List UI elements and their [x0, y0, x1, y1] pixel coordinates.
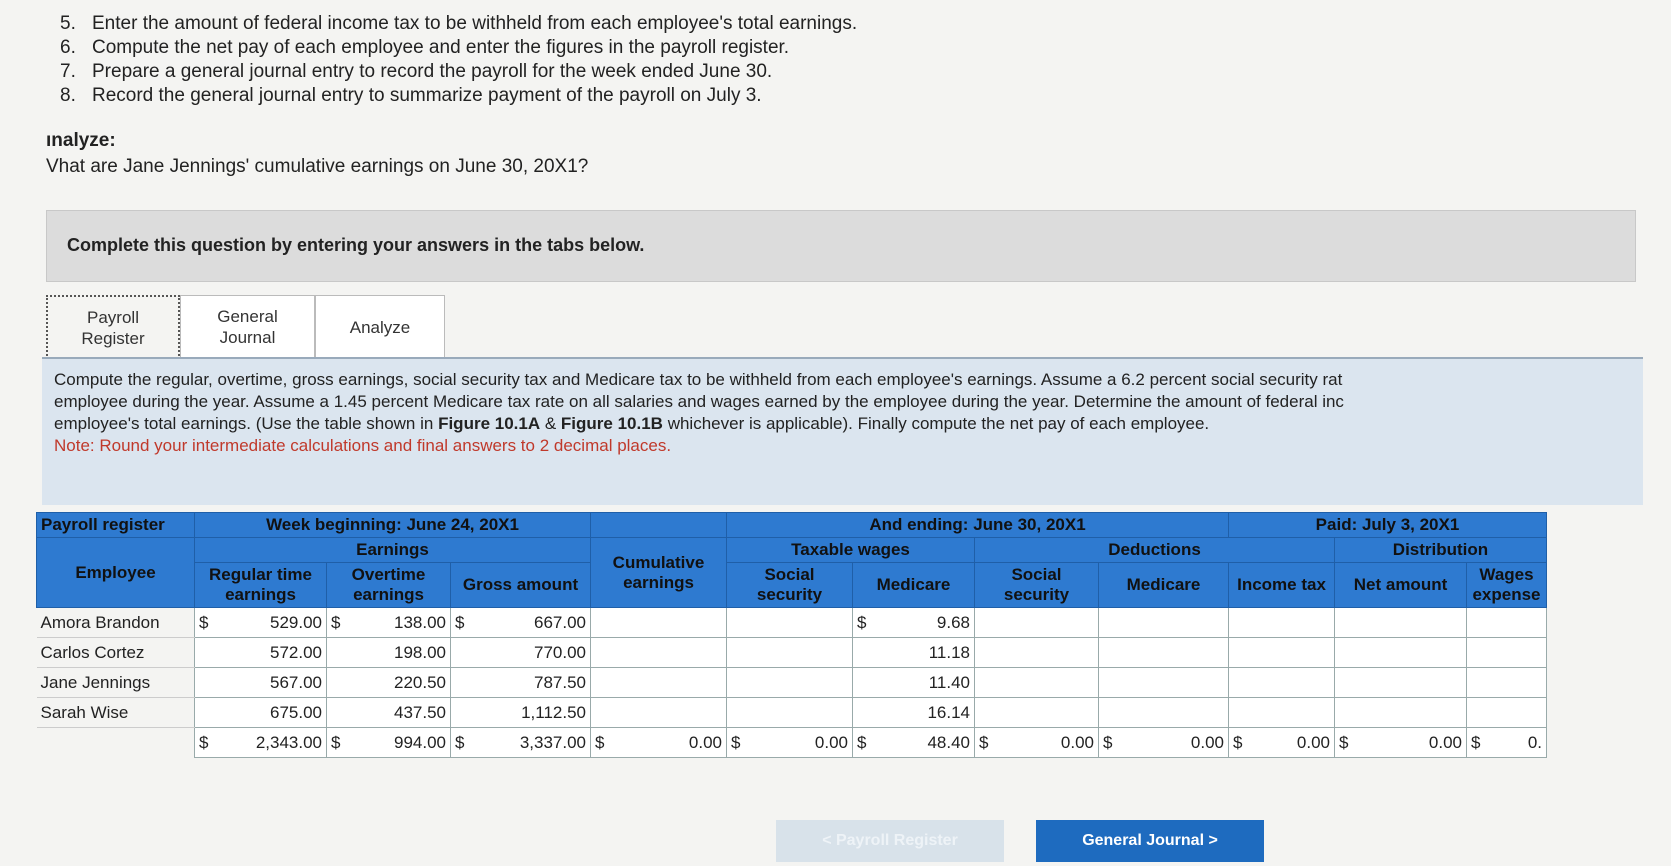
header-net-amount: Net amount — [1335, 563, 1467, 608]
income-tax-input[interactable] — [1229, 668, 1335, 698]
table-row — [37, 698, 1547, 728]
table-row — [37, 608, 1547, 638]
deduction-medicare-input[interactable] — [1099, 668, 1229, 698]
deduction-ss-input[interactable] — [975, 638, 1099, 668]
regular-time-input[interactable]: $ 529.00 — [195, 608, 327, 638]
header-earnings: Earnings — [195, 538, 591, 563]
analyze-question: Vhat are Jane Jennings' cumulative earnings on June 30, 20X1? — [46, 156, 589, 177]
employee-name: Sarah Wise — [37, 698, 195, 728]
table-row — [37, 638, 1547, 668]
header-taxable-wages: Taxable wages — [727, 538, 975, 563]
total-overtime: $ 994.00 — [327, 728, 451, 758]
analyze-heading: ınalyze: — [46, 130, 116, 151]
total-regular: $ 2,343.00 — [195, 728, 327, 758]
header-and-ending: And ending: June 30, 20X1 — [727, 513, 1229, 538]
header-payroll-register: Payroll register — [37, 513, 195, 538]
total-income-tax: $ 0.00 — [1229, 728, 1335, 758]
header-overtime: Overtime earnings — [327, 563, 451, 608]
deduction-ss-input[interactable] — [975, 698, 1099, 728]
overtime-input[interactable]: $ 138.00 — [327, 608, 451, 638]
wages-expense-input[interactable] — [1467, 608, 1547, 638]
wages-expense-input[interactable] — [1467, 698, 1547, 728]
instruction-panel — [42, 357, 1643, 505]
net-amount-input[interactable] — [1335, 698, 1467, 728]
overtime-input[interactable]: 437.50 — [327, 698, 451, 728]
gross-input[interactable]: 770.00 — [451, 638, 591, 668]
taxable-ss-input[interactable] — [727, 698, 853, 728]
deduction-medicare-input[interactable] — [1099, 608, 1229, 638]
total-wages-expense: $ 0. — [1467, 728, 1547, 758]
total-deduction-ss: $ 0.00 — [975, 728, 1099, 758]
deduction-medicare-input[interactable] — [1099, 698, 1229, 728]
taxable-medicare-input[interactable]: 11.18 — [853, 638, 975, 668]
header-distribution: Distribution — [1335, 538, 1547, 563]
analyze-section — [46, 128, 588, 180]
employee-name: Carlos Cortez — [37, 638, 195, 668]
header-employee: Employee — [37, 538, 195, 608]
total-gross: $ 3,337.00 — [451, 728, 591, 758]
prev-tab-button[interactable]: < Payroll Register — [776, 820, 1004, 862]
wages-expense-input[interactable] — [1467, 668, 1547, 698]
tab-payroll-register[interactable]: Payroll Register — [46, 295, 180, 359]
table-row — [37, 668, 1547, 698]
header-income-tax: Income tax — [1229, 563, 1335, 608]
header-cumulative-earnings: Cumulative earnings — [591, 538, 727, 608]
header-taxable-social-security: Social security — [727, 563, 853, 608]
cumulative-input[interactable] — [591, 698, 727, 728]
overtime-input[interactable]: 198.00 — [327, 638, 451, 668]
cumulative-input[interactable] — [591, 668, 727, 698]
tab-analyze[interactable]: Analyze — [315, 295, 445, 359]
net-amount-input[interactable] — [1335, 638, 1467, 668]
payroll-register-table — [36, 512, 1547, 758]
cumulative-input[interactable] — [591, 608, 727, 638]
regular-time-input[interactable]: 675.00 — [195, 698, 327, 728]
total-cumulative: $ 0.00 — [591, 728, 727, 758]
banner-text: Complete this question by entering your answers in the tabs below. — [67, 235, 645, 255]
totals-label — [37, 728, 195, 758]
total-net-amount: $ 0.00 — [1335, 728, 1467, 758]
income-tax-input[interactable] — [1229, 698, 1335, 728]
header-deduction-medicare: Medicare — [1099, 563, 1229, 608]
gross-input[interactable]: $ 667.00 — [451, 608, 591, 638]
taxable-medicare-input[interactable]: 11.40 — [853, 668, 975, 698]
tab-bar — [46, 295, 445, 359]
panel-note: Note: Round your intermediate calculations and final answers to 2 decimal places. — [54, 436, 672, 455]
overtime-input[interactable]: 220.50 — [327, 668, 451, 698]
panel-line: employee's total earnings. (Use the table shown in Figure 10.1A & Figure 10.1B whichever is applicable). Finally compute the net pay of each employee. — [54, 414, 1210, 433]
next-tab-button[interactable]: General Journal > — [1036, 820, 1264, 862]
deduction-medicare-input[interactable] — [1099, 638, 1229, 668]
net-amount-input[interactable] — [1335, 668, 1467, 698]
taxable-ss-input[interactable] — [727, 638, 853, 668]
instructions-list — [60, 12, 857, 108]
header-deduction-social-security: Social security — [975, 563, 1099, 608]
instruction-item: 8. Record the general journal entry to summarize payment of the payroll on July 3. — [60, 85, 762, 106]
payroll-register-table-wrap — [36, 512, 1646, 812]
total-deduction-medicare: $ 0.00 — [1099, 728, 1229, 758]
deduction-ss-input[interactable] — [975, 608, 1099, 638]
panel-line: Compute the regular, overtime, gross earnings, social security tax and Medicare tax to be withheld from each employee's earnings. Assume a 6.2 percent social security rat — [54, 370, 1343, 389]
header-regular-time: Regular time earnings — [195, 563, 327, 608]
regular-time-input[interactable]: 567.00 — [195, 668, 327, 698]
taxable-medicare-input[interactable]: 16.14 — [853, 698, 975, 728]
taxable-medicare-input[interactable]: $ 9.68 — [853, 608, 975, 638]
panel-line: employee during the year. Assume a 1.45 percent Medicare tax rate on all salaries and wages earned by the employee during the year. Determine the amount of federal inc — [54, 392, 1344, 411]
total-taxable-ss: $ 0.00 — [727, 728, 853, 758]
header-week-beginning: Week beginning: June 24, 20X1 — [195, 513, 591, 538]
instruction-item: 7. Prepare a general journal entry to record the payroll for the week ended June 30. — [60, 61, 773, 82]
header-paid: Paid: July 3, 20X1 — [1229, 513, 1547, 538]
income-tax-input[interactable] — [1229, 608, 1335, 638]
question-banner — [46, 210, 1636, 282]
header-taxable-medicare: Medicare — [853, 563, 975, 608]
net-amount-input[interactable] — [1335, 608, 1467, 638]
header-wages-expense: Wages expense — [1467, 563, 1547, 608]
wages-expense-input[interactable] — [1467, 638, 1547, 668]
taxable-ss-input[interactable] — [727, 608, 853, 638]
header-gross-amount: Gross amount — [451, 563, 591, 608]
instruction-item: 6. Compute the net pay of each employee and enter the figures in the payroll register. — [60, 37, 790, 58]
deduction-ss-input[interactable] — [975, 668, 1099, 698]
regular-time-input[interactable]: 572.00 — [195, 638, 327, 668]
instruction-item: 5. Enter the amount of federal income tax to be withheld from each employee's total earnings. — [60, 13, 858, 34]
employee-name: Amora Brandon — [37, 608, 195, 638]
totals-row — [37, 728, 1547, 758]
total-taxable-medicare: $ 48.40 — [853, 728, 975, 758]
taxable-ss-input[interactable] — [727, 668, 853, 698]
gross-input[interactable]: 787.50 — [451, 668, 591, 698]
tab-general-journal[interactable]: General Journal — [180, 295, 315, 359]
header-blank — [591, 513, 727, 538]
cumulative-input[interactable] — [591, 638, 727, 668]
header-deductions: Deductions — [975, 538, 1335, 563]
gross-input[interactable]: 1,112.50 — [451, 698, 591, 728]
employee-name: Jane Jennings — [37, 668, 195, 698]
income-tax-input[interactable] — [1229, 638, 1335, 668]
